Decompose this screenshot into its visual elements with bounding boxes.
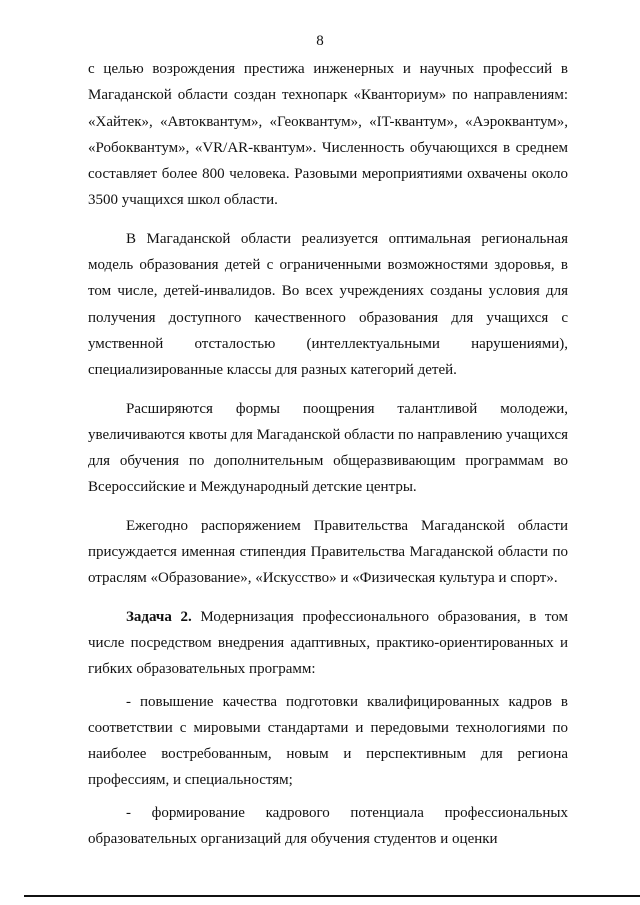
list-item-quality: - повышение качества подготовки квалифицированных кадров в соответствии с мировыми стандартами и передовыми технологиями по наиболее востребованным, новым и перспективным для региона профессиям, и специальностям; — [88, 693, 568, 789]
bottom-rule — [24, 895, 640, 897]
paragraph-task-2 — [88, 604, 568, 683]
document-body — [88, 56, 568, 852]
task-text: Модернизация профессионального образования, в том числе посредством внедрения адаптивных, практико-ориентированных и гибких образовательных программ: — [88, 608, 568, 678]
paragraph-kvantorium: с целью возрождения престижа инженерных и научных профессий в Магаданской области создан технопарк «Кванториум» по направлениям: «Хайтек», «Автоквантум», «Геоквантум», «IT-квантум», «Аэроквантум», «Робоквантум», «VR/AR-квантум». Численность обучающихся в среднем составляет более 800 человека. Разовыми мероприятиями охвачены около 3500 учащихся школ области. — [88, 61, 568, 209]
paragraph-scholarship: Ежегодно распоряжением Правительства Магаданской области присуждается именная стипендия Правительства Магаданской области по отраслям «Образование», «Искусство» и «Физическая культура и спорт». — [88, 517, 568, 587]
page-number: 8 — [316, 33, 324, 49]
paragraph-ovz-education: В Магаданской области реализуется оптимальная региональная модель образования детей с ограниченными возможностями здоровья, в том числе, детей-инвалидов. Во всех учреждениях созданы условия для получения доступного качественного образования для учащихся с умственной отсталостью (интеллектуальными нарушениями), специализированные классы для разных категорий детей. — [88, 230, 568, 379]
list-item-personnel: - формирование кадрового потенциала профессиональных образовательных организаций для обучения студентов и оценки — [88, 804, 568, 848]
task-label: Задача 2. — [126, 608, 192, 625]
paragraph-talented-youth: Расширяются формы поощрения талантливой молодежи, увеличиваются квоты для Магаданской области по направлению учащихся для обучения по дополнительным общеразвивающим программам во Всероссийские и Международный детские центры. — [88, 400, 568, 496]
